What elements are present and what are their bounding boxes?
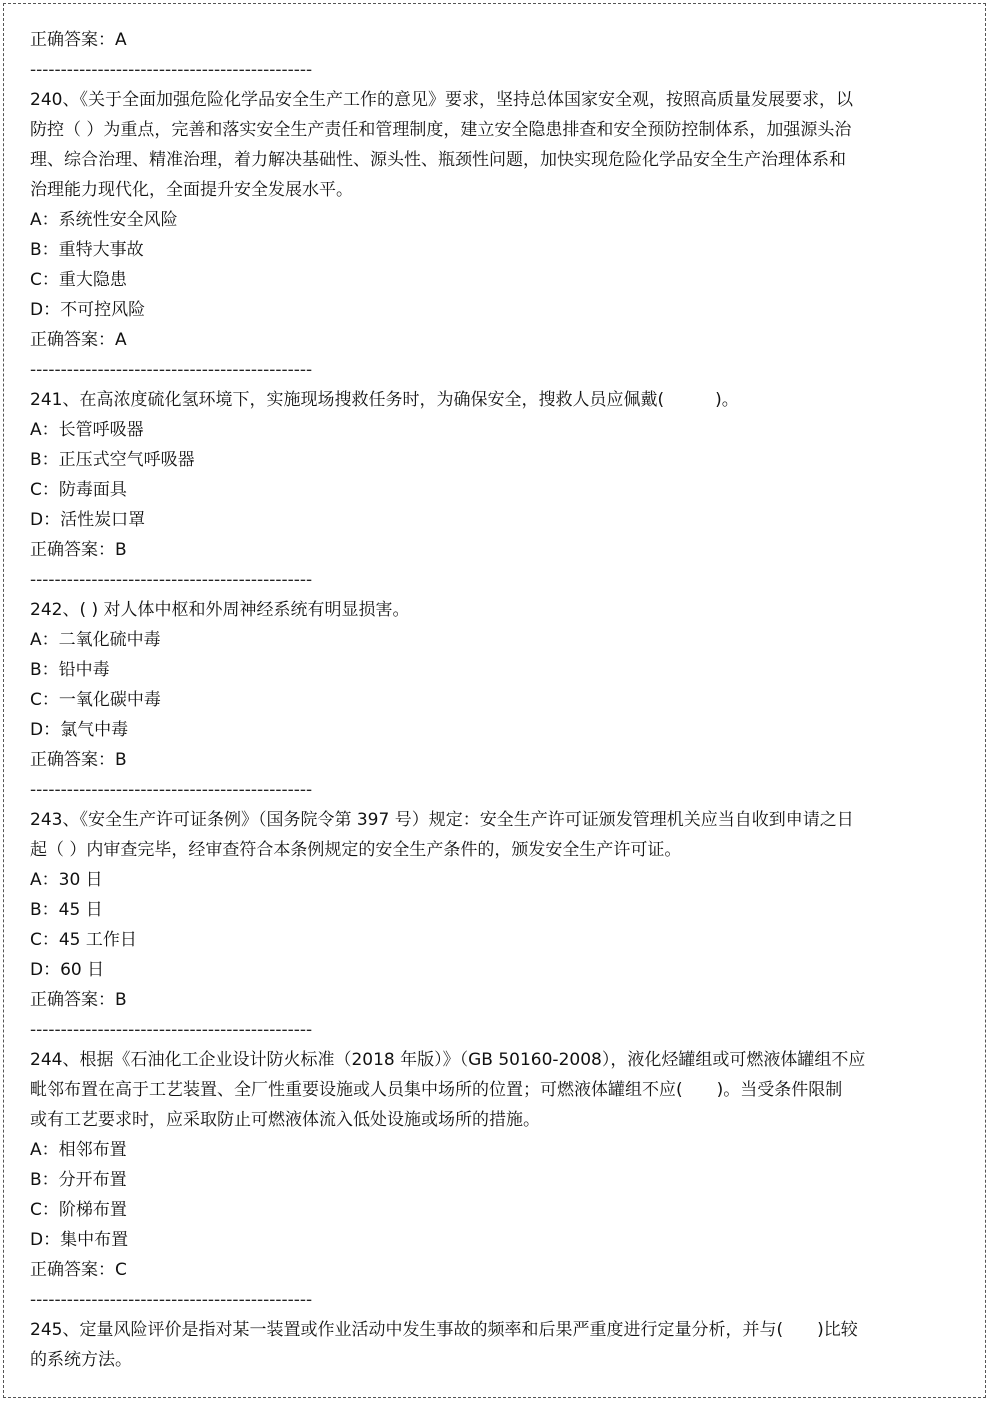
answer-option: C：阶梯布置	[30, 1200, 127, 1220]
question-block	[30, 85, 880, 385]
question-block	[30, 805, 880, 1045]
answer-option: D：氯气中毒	[30, 720, 129, 740]
question-text-line: 的系统方法。	[30, 1350, 132, 1370]
separator-line: ----------------------------------------------	[30, 60, 313, 80]
correct-answer: 正确答案：B	[30, 750, 127, 770]
correct-answer: 正确答案：B	[30, 540, 127, 560]
answer-option: A：相邻布置	[30, 1140, 127, 1160]
answer-option: C：一氧化碳中毒	[30, 690, 161, 710]
question-text-line: 245、定量风险评价是指对某一装置或作业活动中发生事故的频率和后果严重度进行定量分析，并与( )比较	[30, 1320, 858, 1340]
question-text-line: 243、《安全生产许可证条例》（国务院令第 397 号）规定：安全生产许可证颁发管理机关应当自收到申请之日	[30, 810, 854, 830]
separator-line: ----------------------------------------------	[30, 570, 313, 590]
question-text-line: 240、《关于全面加强危险化学品安全生产工作的意见》要求，坚持总体国家安全观，按照高质量发展要求，以	[30, 90, 853, 110]
answer-option: B：分开布置	[30, 1170, 127, 1190]
separator-line: ----------------------------------------------	[30, 1020, 313, 1040]
previous-answer: 正确答案：A	[30, 30, 127, 50]
separator-line: ----------------------------------------------	[30, 1290, 313, 1310]
answer-option: D：活性炭口罩	[30, 510, 146, 530]
question-block	[30, 385, 880, 595]
document-body	[30, 25, 880, 1375]
correct-answer: 正确答案：C	[30, 1260, 127, 1280]
question-text-line: 241、在高浓度硫化氢环境下，实施现场搜救任务时，为确保安全，搜救人员应佩戴( )。	[30, 390, 739, 410]
question-text-line: 毗邻布置在高于工艺装置、全厂性重要设施或人员集中场所的位置；可燃液体罐组不应( )。当受条件限制	[30, 1080, 843, 1100]
separator-line: ----------------------------------------------	[30, 360, 313, 380]
answer-option: B：铅中毒	[30, 660, 110, 680]
question-block	[30, 1045, 880, 1315]
answer-option: B：45 日	[30, 900, 103, 920]
question-text-line: 244、根据《石油化工企业设计防火标准（2018 年版）》（GB 50160-2008），液化烃罐组或可燃液体罐组不应	[30, 1050, 866, 1070]
answer-option: A：30 日	[30, 870, 103, 890]
answer-option: C：45 工作日	[30, 930, 137, 950]
answer-option: C：防毒面具	[30, 480, 127, 500]
question-text-line: 或有工艺要求时，应采取防止可燃液体流入低处设施或场所的措施。	[30, 1110, 540, 1130]
question-text-line: 起（ ）内审查完毕，经审查符合本条例规定的安全生产条件的，颁发安全生产许可证。	[30, 840, 682, 860]
answer-option: C：重大隐患	[30, 270, 127, 290]
answer-option: A：二氧化硫中毒	[30, 630, 161, 650]
answer-option: D：集中布置	[30, 1230, 129, 1250]
answer-option: A：系统性安全风险	[30, 210, 178, 230]
question-block	[30, 595, 880, 805]
separator-line: ----------------------------------------------	[30, 780, 313, 800]
answer-option: B：重特大事故	[30, 240, 144, 260]
answer-option: A：长管呼吸器	[30, 420, 144, 440]
question-block	[30, 1315, 880, 1375]
question-text-line: 理、综合治理、精准治理，着力解决基础性、源头性、瓶颈性问题，加快实现危险化学品安全生产治理体系和	[30, 150, 846, 170]
question-list	[30, 85, 880, 1375]
answer-option: D：不可控风险	[30, 300, 146, 320]
question-text-line: 242、( ) 对人体中枢和外周神经系统有明显损害。	[30, 600, 410, 620]
answer-option: B：正压式空气呼吸器	[30, 450, 195, 470]
correct-answer: 正确答案：A	[30, 330, 127, 350]
question-text-line: 治理能力现代化，全面提升安全发展水平。	[30, 180, 353, 200]
correct-answer: 正确答案：B	[30, 990, 127, 1010]
answer-option: D：60 日	[30, 960, 105, 980]
question-text-line: 防控（ ）为重点，完善和落实安全生产责任和管理制度，建立安全隐患排查和安全预防控制体系，加强源头治	[30, 120, 852, 140]
